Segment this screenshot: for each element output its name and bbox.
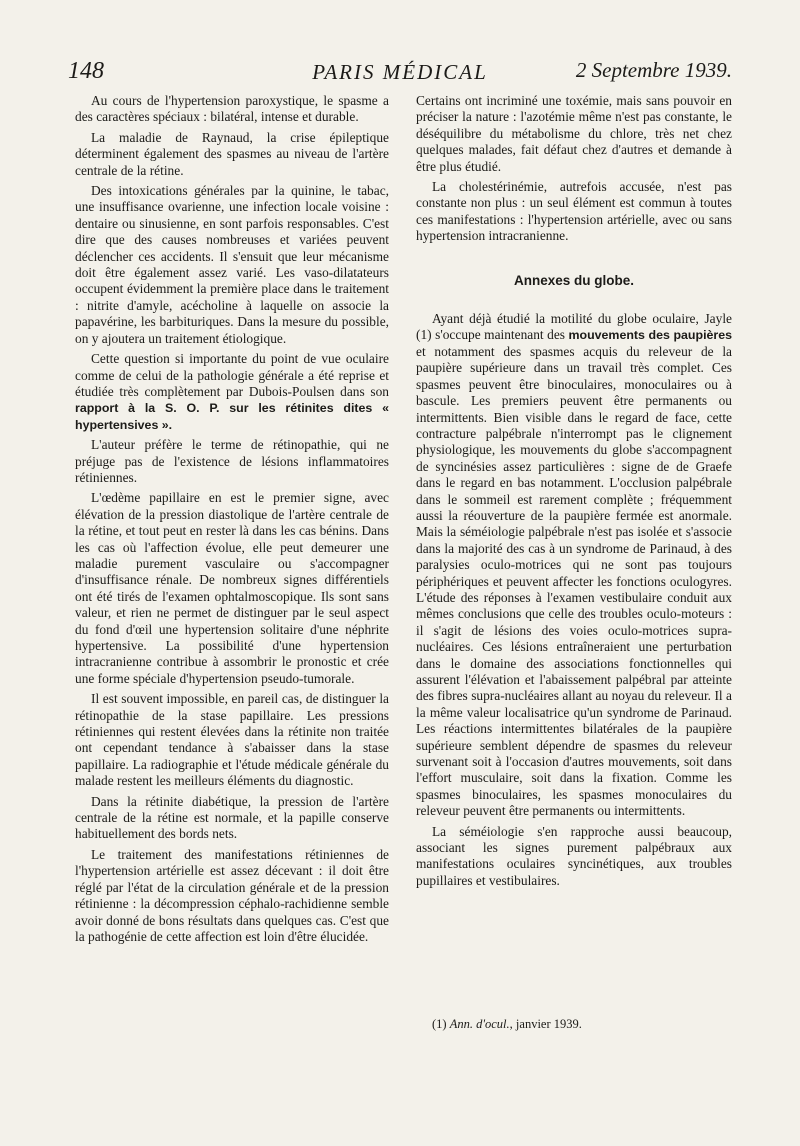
paragraph-text: Ayant déjà étudié la motilité du globe oculaire, Jayle (1) s'occupe maintenant des	[416, 311, 732, 343]
paragraph-text: et notamment des spasmes acquis du releveur de la paupière supérieure dans un travail très complet. Ces spasmes peuvent être binoculaires, monoculaires ou à bascule. Les premiers peuvent être permanents ou intermittents. Bien visible dans le regard de face, cette contracture palpébrale n'interrompt pas le clignement physiologique, les mouvements du globe s'accompagnent de syncinésies assez particulières : signe de de Graefe dans le regard en bas notamment. L'occlusion palpébrale dans le sommeil est rarement complète ; fréquemment aussi la réouverture de la paupière fermée est anormale. Mais la séméiologie palpébrale n'est pas isolée et s'associe dans la majorité des cas à un syndrome de Parinaud, à des paralysies oculo-motrices qui ne sont pas toujours périphériques et peuvent affecter les fonctions oculogyres. L'étude des réponses à l'examen vestibulaire conduit aux mêmes conclusions que celle des troubles oculo-moteurs : il s'agit de lésions des voies oculo-motrices supra-nucléaires. Ces lésions entraîneraient une perturbation dans le domaine des associations fonctionnelles qui assurent l'élévation et l'abaissement palpébral par atteinte des fibres supra-nucléaires allant au noyau du releveur. Il a la même valeur localisatrice qu'un syndrome de Parinaud. Les réactions intermittentes bilatérales de la paupière supérieure semblent dépendre de spasmes du releveur survenant soit à l'occasion d'autres mouvements, soit dans l'effort musculaire, soit dans la fixation. Comme les spasmes binoculaires, les spasmes monoculaires du releveur peuvent être permanents ou intermittents.	[416, 343, 732, 819]
footnote	[432, 1017, 582, 1032]
report-reference: rapport à la S. O. P. sur les rétinites dites « hypertensives ».	[75, 401, 389, 432]
issue-date: 2 Septembre 1939.	[575, 58, 732, 82]
paragraph: La séméiologie s'en rapproche aussi beaucoup, associant les signes purement palpébraux aux manifestations oculaires syncinétiques, aux troubles pupillaires et vestibulaires.	[416, 823, 732, 888]
right-column	[416, 93, 732, 893]
left-column	[75, 93, 389, 949]
paragraph: L'auteur préfère le terme de rétinopathie, qui ne préjuge pas de l'existence de lésions inflammatoires rétiniennes.	[75, 437, 389, 485]
paragraph: Certains ont incriminé une toxémie, mais sans pouvoir en préciser la nature : l'azotémie même n'est pas constante, le déséquilibre du métabolisme du chlore, très net chez quelques malades, fait défaut chez d'autres et demande à être plus étudié.	[416, 93, 732, 174]
paragraph: L'œdème papillaire en est le premier signe, avec élévation de la pression diastolique de l'artère centrale de la rétine, et tout peut en rester là dans les cas bénins. Dans les cas où l'affection évolue, elle peut demeurer une maladie purement vasculaire ou s'accompagner d'insuffisance rénale. De nombreux signes différentiels ont été tirés de l'examen ophtalmoscopique. Ils sont sans valeur, et rien ne permet de distinguer par le seul aspect du fond d'œil une hypertension solitaire d'une néphrite hypertensive. La possibilité d'une hypertension intracranienne contribue à assombrir le pronostic et crée une forme spéciale d'hypertension pseudo-tumorale.	[75, 490, 389, 686]
paragraph: La maladie de Raynaud, la crise épileptique déterminent également des spasmes au niveau de l'artère centrale de la rétine.	[75, 129, 389, 178]
paragraph: Il est souvent impossible, en pareil cas, de distinguer la rétinopathie de la stase papillaire. Les pressions rétiniennes qui restent élevées dans la rétinite non traitée ont cependant tendance à s'abaisser dans la stase papillaire. La radiographie et l'étude médicale générale du malade restent les meilleurs éléments du diagnostic.	[75, 691, 389, 789]
bold-term: mouvements des paupières	[568, 328, 733, 343]
journal-title: PARIS MÉDICAL	[312, 60, 488, 84]
paragraph-text: Cette question si importante du point de vue oculaire comme de celui de la pathologie générale a été reprise et étudiée très complètement par Dubois-Poulsen dans son	[75, 351, 389, 399]
footnote-source: Ann. d'ocul.	[449, 1017, 510, 1031]
paragraph: Au cours de l'hypertension paroxystique, le spasme a des caractères spéciaux : bilatéral, intense et durable.	[75, 93, 389, 125]
paragraph	[75, 351, 389, 433]
footnote-marker: (1)	[432, 1017, 450, 1031]
section-heading: Annexes du globe.	[513, 272, 635, 288]
paragraph: Des intoxications générales par la quinine, le tabac, une insuffisance ovarienne, une infection locale voisine : dentaire ou sinusienne, en sont parfois responsables. C'est dire que des causes nombreuses et variées peuvent déclencher ces accidents. Il s'ensuit que leur mécanisme doit être également assez varié. Les vaso-dilatateurs occupent évidemment la première place dans le traitement : nitrite d'amyle, acécholine à laquelle on associe la papavérine, les barbituriques. Dans la mesure du possible, on y ajoutera un traitement étiologique.	[75, 183, 389, 346]
paragraph: Le traitement des manifestations rétiniennes de l'hypertension artérielle est assez décevant : il doit être réglé par l'état de la circulation générale et de la pression rétinienne : la décompression céphalo-rachidienne semble avoir donné de bons résultats dans quelques cas. C'est que la pathogénie de cette affection est loin d'être élucidée.	[75, 846, 389, 944]
footnote-date: , janvier 1939.	[509, 1017, 582, 1031]
paragraph	[416, 311, 732, 820]
paragraph: La cholestérinémie, autrefois accusée, n'est pas constante non plus : un seul élément est commun à toutes ces manifestations : l'hypertension artérielle, avec ou sans hypertension intracranienne.	[416, 179, 732, 244]
page-header	[68, 58, 732, 92]
paragraph: Dans la rétinite diabétique, la pression de l'artère centrale de la rétine est normale, et la papille conserve habituellement des bords nets.	[75, 793, 389, 842]
page-number: 148	[68, 58, 104, 84]
